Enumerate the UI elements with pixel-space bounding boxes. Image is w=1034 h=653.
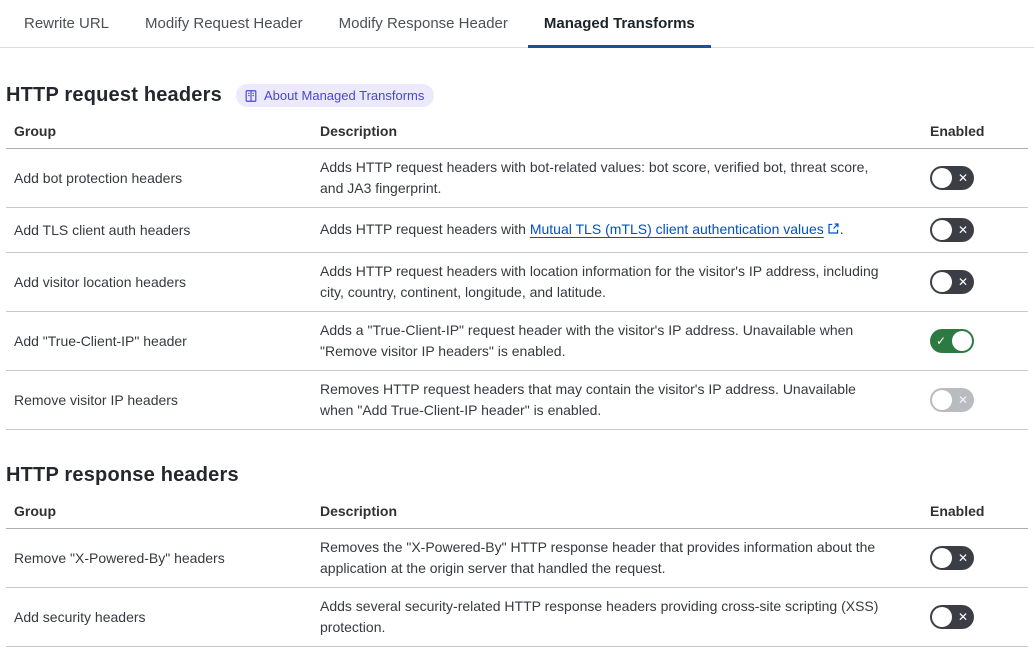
group-cell: Add security headers bbox=[14, 609, 146, 625]
row-description: Removes the "X-Powered-By" HTTP response header that provides information about the application at the origin server that handled the request. bbox=[320, 539, 876, 576]
table-row bbox=[6, 253, 1028, 312]
table-row bbox=[6, 371, 1028, 430]
description-cell bbox=[320, 157, 930, 199]
request-table-header bbox=[6, 119, 1028, 149]
table-row bbox=[6, 149, 1028, 208]
request-table-body bbox=[6, 149, 1028, 430]
response-table-header bbox=[6, 499, 1028, 529]
tab-modify-response-header[interactable]: Modify Response Header bbox=[338, 15, 508, 32]
tab-managed-transforms[interactable]: Managed Transforms bbox=[528, 0, 711, 47]
toggle-knob bbox=[932, 390, 952, 410]
enabled-cell bbox=[930, 546, 1028, 570]
toggle-knob bbox=[932, 272, 952, 292]
enabled-cell bbox=[930, 329, 1028, 353]
description-link[interactable]: Mutual TLS (mTLS) client authentication values bbox=[529, 221, 824, 237]
description-cell bbox=[320, 320, 930, 362]
toggle-state-icon: ✕ bbox=[957, 171, 969, 185]
response-table-body bbox=[6, 529, 1028, 647]
response-headers-table bbox=[6, 499, 1028, 647]
toggle-knob bbox=[952, 331, 972, 351]
group-cell: Remove "X-Powered-By" headers bbox=[14, 550, 225, 566]
toggle-state-icon: ✕ bbox=[957, 610, 969, 624]
enabled-cell bbox=[930, 270, 1028, 294]
row-description: Adds HTTP request headers with bot-related values: bot score, verified bot, threat score, and JA3 fingerprint. bbox=[320, 159, 869, 196]
enabled-toggle[interactable] bbox=[930, 218, 974, 242]
tab-bar bbox=[0, 0, 1034, 48]
enabled-toggle[interactable] bbox=[930, 605, 974, 629]
column-header-enabled: Enabled bbox=[930, 503, 985, 519]
enabled-cell bbox=[930, 218, 1028, 242]
toggle-state-icon: ✕ bbox=[957, 223, 969, 237]
toggle-knob bbox=[932, 607, 952, 627]
row-description: Adds several security-related HTTP response headers providing cross-site scripting (XSS) protection. bbox=[320, 598, 879, 635]
table-row bbox=[6, 312, 1028, 371]
about-managed-transforms-badge[interactable] bbox=[236, 84, 434, 107]
description-cell bbox=[320, 596, 930, 638]
group-cell: Add "True-Client-IP" header bbox=[14, 333, 187, 349]
group-cell: Remove visitor IP headers bbox=[14, 392, 178, 408]
enabled-toggle[interactable] bbox=[930, 546, 974, 570]
main-content bbox=[0, 84, 1034, 647]
enabled-toggle[interactable] bbox=[930, 329, 974, 353]
table-row bbox=[6, 208, 1028, 253]
row-description: Removes HTTP request headers that may contain the visitor's IP address. Unavailable when "Add True-Client-IP header" is enabled. bbox=[320, 381, 856, 418]
column-header-enabled: Enabled bbox=[930, 123, 985, 139]
column-header-description: Description bbox=[320, 503, 398, 519]
description-cell bbox=[320, 261, 930, 303]
table-row bbox=[6, 588, 1028, 647]
enabled-cell bbox=[930, 605, 1028, 629]
group-cell: Add visitor location headers bbox=[14, 274, 186, 290]
enabled-toggle[interactable] bbox=[930, 388, 974, 412]
response-section-title: HTTP response headers bbox=[6, 464, 239, 486]
enabled-toggle[interactable] bbox=[930, 166, 974, 190]
book-icon bbox=[244, 89, 258, 103]
toggle-state-icon: ✓ bbox=[935, 334, 947, 348]
toggle-state-icon: ✕ bbox=[957, 551, 969, 565]
toggle-knob bbox=[932, 548, 952, 568]
enabled-toggle[interactable] bbox=[930, 270, 974, 294]
toggle-knob bbox=[932, 168, 952, 188]
table-row bbox=[6, 529, 1028, 588]
description-cell bbox=[320, 537, 930, 579]
toggle-knob bbox=[932, 220, 952, 240]
request-section-title: HTTP request headers bbox=[6, 84, 222, 106]
tab-rewrite-url[interactable]: Rewrite URL bbox=[24, 15, 110, 32]
group-cell: Add bot protection headers bbox=[14, 170, 183, 186]
toggle-state-icon: ✕ bbox=[957, 275, 969, 289]
group-cell: Add TLS client auth headers bbox=[14, 222, 191, 238]
badge-label: About Managed Transforms bbox=[263, 88, 425, 103]
row-description-linked bbox=[320, 221, 844, 237]
enabled-cell bbox=[930, 388, 1028, 412]
row-description: Adds HTTP request headers with location information for the visitor's IP address, including city, country, continent, longitude, and latitude. bbox=[320, 263, 879, 300]
external-link-icon bbox=[827, 220, 840, 241]
request-section-header bbox=[6, 84, 1028, 107]
column-header-description: Description bbox=[320, 123, 398, 139]
response-section-header bbox=[6, 464, 1028, 487]
description-cell bbox=[320, 379, 930, 421]
column-header-group: Group bbox=[14, 503, 56, 519]
tab-modify-request-header[interactable]: Modify Request Header bbox=[145, 15, 303, 32]
description-suffix: . bbox=[839, 221, 844, 237]
description-cell bbox=[320, 219, 930, 241]
column-header-group: Group bbox=[14, 123, 56, 139]
row-description: Adds a "True-Client-IP" request header with the visitor's IP address. Unavailable when "Remove visitor IP headers" is enabled. bbox=[320, 322, 854, 359]
enabled-cell bbox=[930, 166, 1028, 190]
toggle-state-icon: ✕ bbox=[957, 393, 969, 407]
description-prefix: Adds HTTP request headers with bbox=[320, 221, 530, 237]
request-headers-table bbox=[6, 119, 1028, 430]
